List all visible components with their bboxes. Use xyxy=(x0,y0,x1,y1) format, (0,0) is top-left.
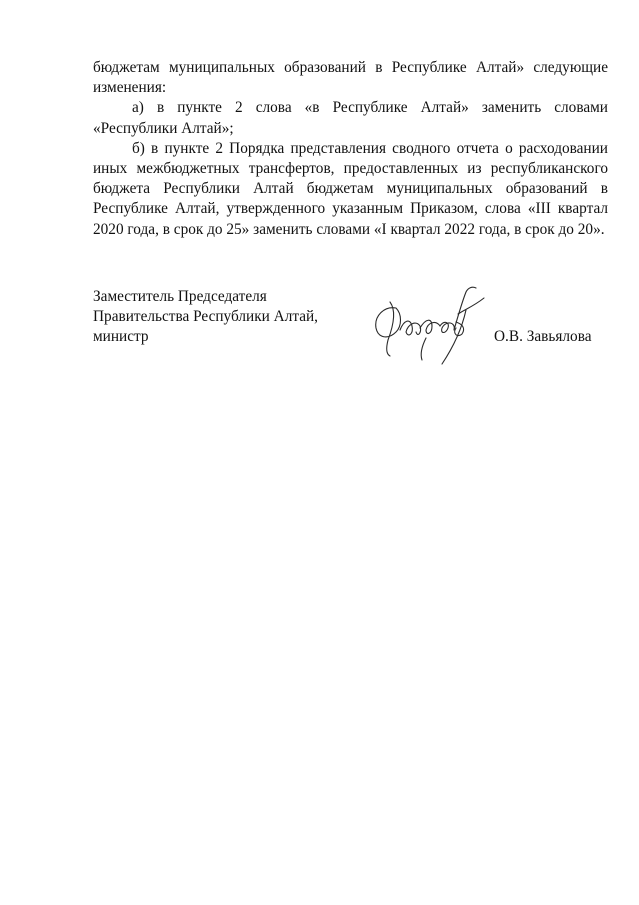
signatory-position-line: министр xyxy=(93,328,149,346)
document-body xyxy=(93,58,608,240)
paragraph-item-b: б) в пункте 2 Порядка представления сводного отчета о расходовании иных межбюджетных трансфертов, предоставленных из республиканского бюджета Республики Алтай бюджетам муниципальных образований в Республике Алтай, утвержденного указанным Приказом, слова «III квартал 2020 года, в срок до 25» заменить словами «I квартал 2022 года, в срок до 20». xyxy=(93,139,608,238)
signatory-name: О.В. Завьялова xyxy=(494,328,592,345)
paragraph-continuation: бюджетам муниципальных образований в Республике Алтай» следующие изменения: xyxy=(93,59,608,97)
paragraph-item-a: а) в пункте 2 слова «в Республике Алтай» заменить словами «Республики Алтай»; xyxy=(93,99,608,137)
signatory-position xyxy=(93,287,318,348)
signatory-position-line: Правительства Республики Алтай, xyxy=(93,308,319,326)
signatory-position-line: Заместитель Председателя xyxy=(93,288,267,305)
handwritten-signature xyxy=(366,280,488,372)
